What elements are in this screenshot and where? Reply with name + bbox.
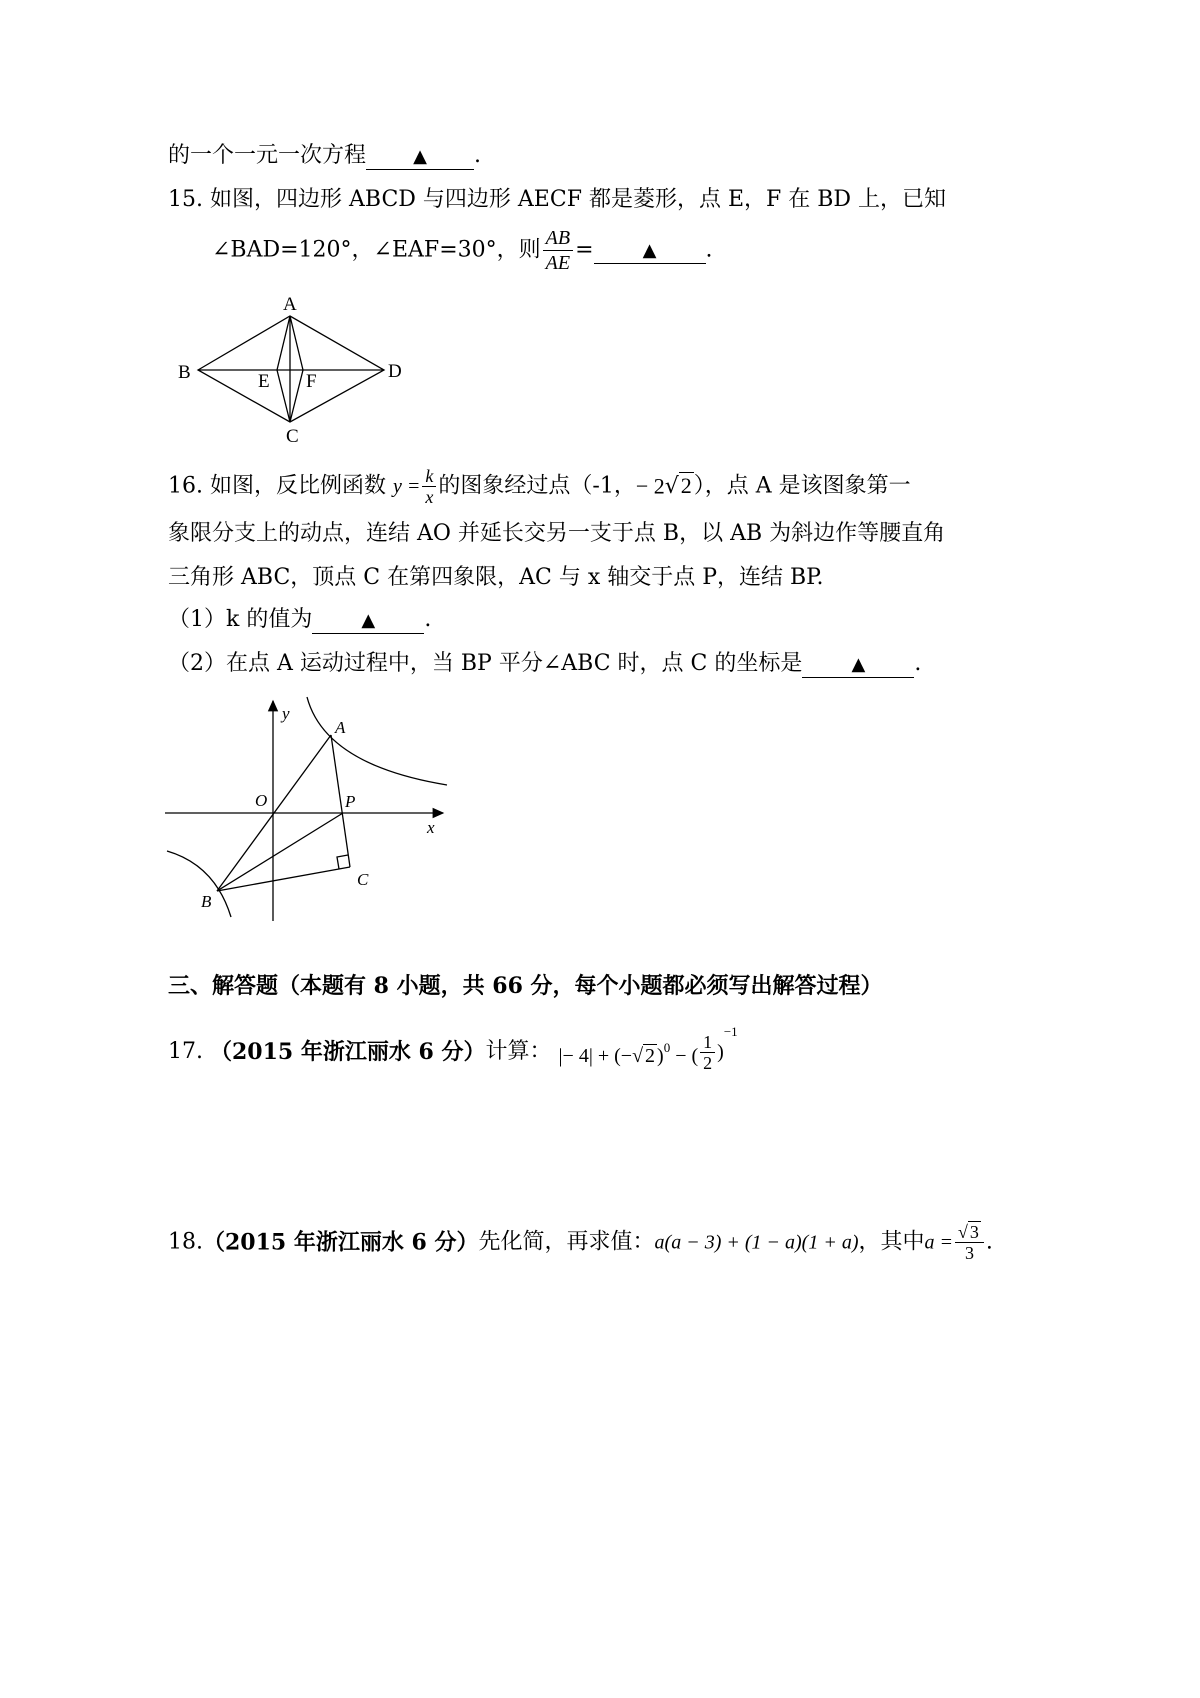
label-x: x [427,818,435,837]
q18-source: （2015 年浙江丽水 6 分） [203,1229,479,1256]
top-line: 的一个一元一次方程 ▲ . [168,143,482,168]
label-a: A [283,294,297,315]
label-d: D [388,361,402,382]
label-b: B [201,892,212,911]
q16-line2: 象限分支上的动点，连结 AO 并延长交另一支于点 B，以 AB 为斜边作等腰直角 [168,521,946,546]
q17-number: 17. [168,1039,203,1064]
q16-sub2: （2）在点 A 运动过程中，当 BP 平分∠ABC 时，点 C 的坐标是 ▲ . [168,651,922,676]
label-c: C [286,426,299,447]
answer-blank: ▲ [312,608,424,634]
q16-number: 16. [168,473,203,499]
q16-figure [165,695,465,935]
q16-sub1: （1）k 的值为 ▲ . [168,607,432,632]
top-line-text: 的一个一元一次方程 [168,143,367,168]
q18-number: 18. [168,1229,203,1255]
label-p: P [345,792,356,811]
q15-figure [170,290,410,450]
q16-line1: 16. 如图，反比例函数 y = $\frac{k}{x}$ 的图象经过点（-1，− 2√2），点 A 是该图象第一 [168,466,911,507]
answer-blank: ▲ [594,238,706,264]
q15-line1 [168,186,946,214]
rhombus-abcd [198,316,384,422]
right-angle-mark [337,855,348,869]
label-a: A [335,718,346,737]
label-c: C [357,870,369,889]
label-y: y [282,704,290,723]
q18-value: $\frac{√ 3}{3}$ [955,1222,984,1263]
q16-sqrt: √2 [664,473,692,499]
section-3-heading: 三、解答题（本题有 8 小题，共 66 分，每个小题都必须写出解答过程） [168,973,883,999]
label-e: E [258,371,270,392]
label-o: O [255,791,268,810]
q18-expression: a(a − 3) + (1 − a)(1 + a) [654,1231,859,1254]
answer-blank: ▲ [366,144,474,170]
answer-blank: ▲ [802,652,914,678]
q15-line2: ∠BAD=120°，∠EAF=30°，则 $\frac{AB}{AE}$ = ▲ . [212,227,713,274]
q17-expression: |− 4| + (−√ 2 )$^0$ − ( [558,1040,699,1067]
q17-line: 17. （2015 年浙江丽水 6 分）计算： |− 4| + (−√ 2 )$^0$ − ( $\frac{1}{2}$ )$^{-1}$ [168,1024,738,1073]
q15-number: 15. [168,187,203,212]
q18-line: 18.（2015 年浙江丽水 6 分）先化简，再求值：a(a − 3) + (1 − a)(1 + a)，其中a = $\frac{√ 3}{3}$ . [168,1222,993,1263]
q15-text: 如图，四边形 ABCD 与四边形 AECF 都是菱形，点 E，F 在 BD 上，已知 [210,187,947,212]
q17-source: （2015 年浙江丽水 6 分） [210,1039,486,1065]
q16-k-over-x: $\frac{k}{x}$ [422,466,436,507]
label-f: F [306,371,317,392]
q17-half: $\frac{1}{2}$ [700,1032,715,1073]
label-b: B [178,362,191,383]
q16-line3: 三角形 ABC，顶点 C 在第四象限，AC 与 x 轴交于点 P，连结 BP. [168,565,824,590]
hyperbola-branch-1 [307,697,447,785]
q15-fraction: $\frac{AB}{AE}$ [543,226,573,275]
